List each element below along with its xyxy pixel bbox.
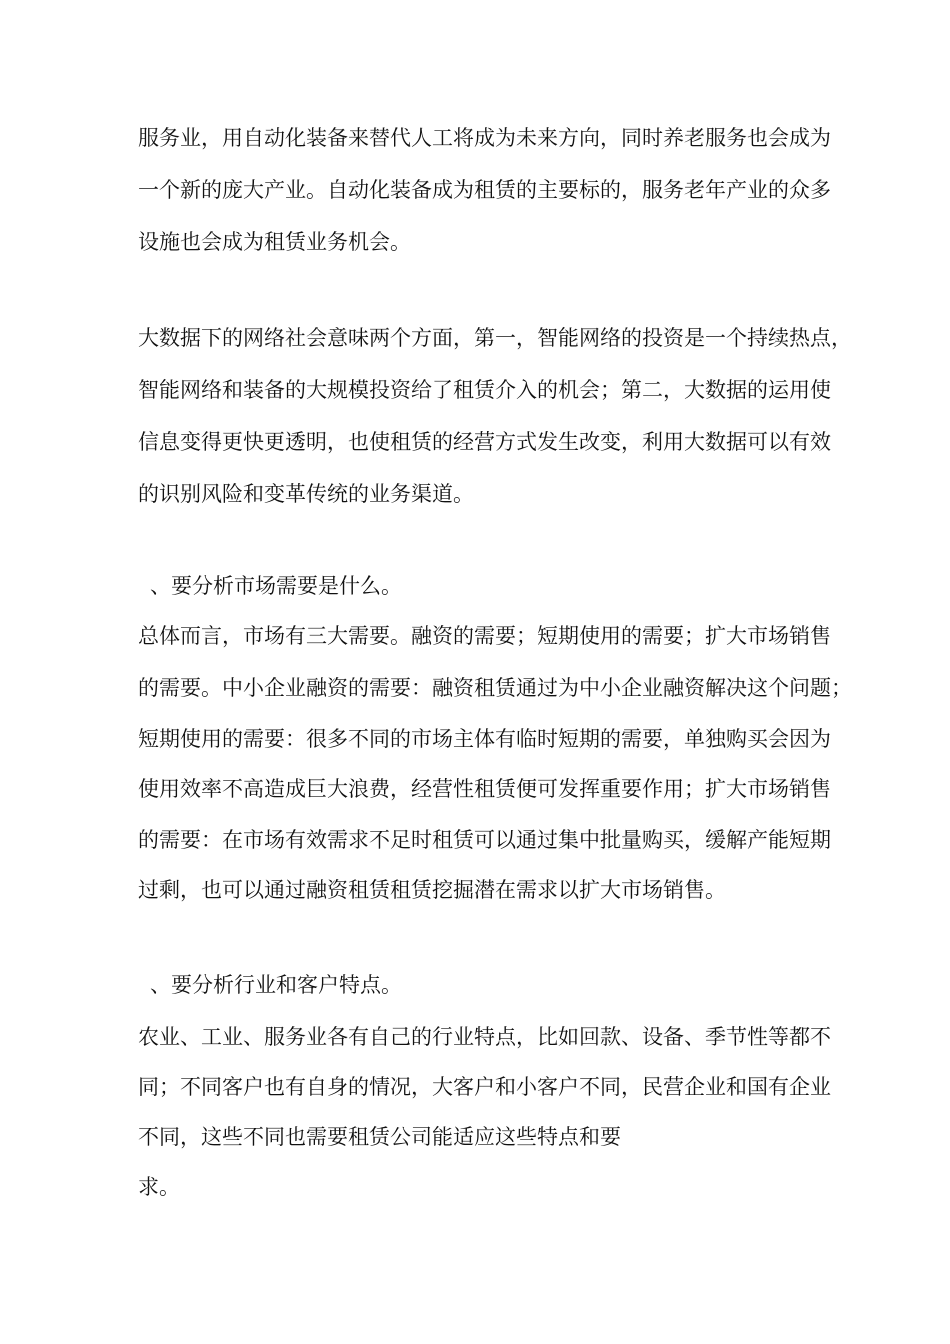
paragraph-4-line-1: 农业、工业、服务业各有自己的行业特点，比如回款、设备、季节性等都不 xyxy=(138,1025,831,1049)
paragraph-3-line-5: 的需要：在市场有效需求不足时租赁可以通过集中批量购买，缓解产能短期 xyxy=(138,828,831,852)
section-heading-market-needs: 、要分析市场需要是什么。 xyxy=(150,574,402,598)
paragraph-4-line-2: 同；不同客户也有自身的情况，大客户和小客户不同，民营企业和国有企业 xyxy=(138,1075,831,1099)
paragraph-3-line-1: 总体而言，市场有三大需要。融资的需要；短期使用的需要；扩大市场销售 xyxy=(138,624,831,648)
paragraph-4-line-3: 不同，这些不同也需要租赁公司能适应这些特点和要 xyxy=(138,1125,621,1149)
paragraph-4-line-4: 求。 xyxy=(138,1175,180,1199)
paragraph-1-line-2: 一个新的庞大产业。自动化装备成为租赁的主要标的，服务老年产业的众多 xyxy=(138,178,831,202)
paragraph-1-line-1: 服务业，用自动化装备来替代人工将成为未来方向，同时养老服务也会成为 xyxy=(138,126,831,150)
paragraph-3-line-2: 的需要。中小企业融资的需要：融资租赁通过为中小企业融资解决这个问题； xyxy=(138,676,852,700)
paragraph-2-line-4: 的识别风险和变革传统的业务渠道。 xyxy=(138,482,474,506)
paragraph-3-line-3: 短期使用的需要：很多不同的市场主体有临时短期的需要，单独购买会因为 xyxy=(138,727,831,751)
paragraph-3-line-6: 过剩，也可以通过融资租赁租赁挖掘潜在需求以扩大市场销售。 xyxy=(138,878,726,902)
paragraph-2-line-2: 智能网络和装备的大规模投资给了租赁介入的机会；第二，大数据的运用使 xyxy=(138,378,831,402)
paragraph-3-line-4: 使用效率不高造成巨大浪费，经营性租赁便可发挥重要作用；扩大市场销售 xyxy=(138,777,831,801)
paragraph-2-line-1: 大数据下的网络社会意味两个方面，第一，智能网络的投资是一个持续热点， xyxy=(138,326,852,350)
paragraph-2-line-3: 信息变得更快更透明，也使租赁的经营方式发生改变，利用大数据可以有效 xyxy=(138,430,831,454)
paragraph-1-line-3: 设施也会成为租赁业务机会。 xyxy=(138,230,411,254)
section-heading-industry-clients: 、要分析行业和客户特点。 xyxy=(150,973,402,997)
